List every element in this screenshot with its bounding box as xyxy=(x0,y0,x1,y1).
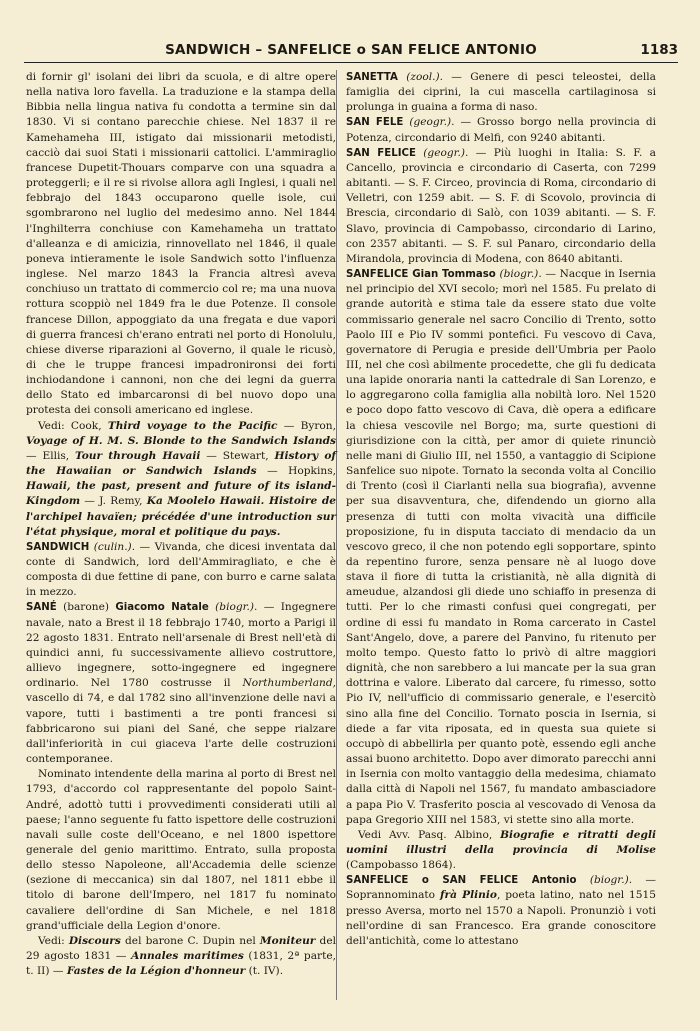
headword: SANFELICE o SAN FELICE Antonio xyxy=(346,875,577,887)
hawaii-history-paragraph: di fornir gl' isolani dei libri da scuola, e di altre opere nella nativa loro favella. La traduzione e la stampa della Bibbia nella lingua nativa fu condotta a termine sin dal 1830. Vi si contano parecchie chiese. Nel 1837 il re Kamehameha III, istigato dai missionarii metodisti, cacciò dai suoi Stati i missionarii cattolici. L'ammiraglio francese Dupetit-Thouars comparve con una squadra a proteggerli; e il re si rivolse allora agli Inglesi, i quali nel febbrajo del 1843 occuparono quelle isole, cui sgombrarono nel luglio del medesimo anno. Nel 1844 l'Inghilterra conchiuse con Kamehameha un trattato d'alleanza e di amicizia, rinnovellato nel 1846, il quale poneva intieramente le isole Sandwich sotto l'influenza inglese. Nel marzo 1843 la Francia altresì aveva conchiuso un trattato di commercio col re; ma una nuova rottura scoppiò nel 1849 fra le due Potenze. Il console francese Dillon, appoggiato da una fregata e due vapori di guerra francesi ch'erano entrati nel porto di Honolulu, chiese diverse riparazioni al Governo, il quale le ricusò, di che le truppe francesi impadronironsi dei forti inchiodandone i cannoni, non che dei legni da guerra dello Stato ed imbarcaronsi di bel nuovo dopo una protesta dei consoli americano ed inglese. xyxy=(26,71,336,417)
headword: SANÉ xyxy=(26,602,57,614)
page-number: 1183 xyxy=(640,42,678,58)
entry-san-felice-geogr: SAN FELICE (geogr.). — Più luoghi in Italia: S. F. a Cancello, provincia e circondario di Caserta, con 7299 abitanti. — S. F. Circeo, provincia di Roma, circondario di Velletri, con 1259 abit. — S. F. di Scovolo, provincia di Brescia, circondario di Salò, con 1039 abitanti. — S. F. Slavo, provincia di Campobasso, circondario di Larino, con 2357 abitanti. — S. F. sul Panaro, circondario della Mirandola, provincia di Modena, con 8640 abitanti. xyxy=(346,146,656,265)
headword: SAN FELICE xyxy=(346,147,416,159)
entry-sanetta: SANETTA (zool.). — Genere di pesci teleostei, della famiglia dei ciprini, la cui mascella cartilaginosa si prolunga in guaina a forma di naso. xyxy=(346,71,656,114)
entry-sanfelice-gian-tommaso: SANFELICE Gian Tommaso (biogr.). — Nacque in Isernia nel principio del XVI secolo; morì nel 1585. Fu prelato di grande autorità e stima tale da essere stato due volte commissario generale nel sacro Concilio di Trento, sotto Paolo III e Pio IV sommi pontefici. Fu vescovo di Cava, governatore di Perugia e preside dell'Umbria per Paolo III, nel che così abilmente procedette, che gli fu dedicata una lapide onoraria nanti la cattedrale di San Lorenzo, e lo aggregarono colla famiglia alla nobiltà loro. Nel 1520 e poco dopo fatto vescovo di Cava, diè opera a edificare la chiesa vescovile nel Borgo; ma, surte questioni di giurisdizione con la città, per amor di quiete rinunciò nelle mani di Giulio III, nel 1550, a vantaggio di Scipione Sanfelice suo nipote. Tornato la seconda volta al Concilio di Trento (così il Ciarlanti nella sua biografia), avvenne per sua disavventura, che, difendendo un giorno alla presenza di tutti con molta vivacità una difficile proposizione, fu in disputa tacciato di mendacio da un vescovo greco, il che non potendo egli sopportare, spinto da repentino furore, senza pensare nè al luogo dove stava il fiore di tutta la cristianità, nè alla dignità di ameudue, alzandosi gli diede uno schiaffo in presenza di tutti. Per lo che rimasti confusi quei congregati, per ordine di essi fu mandato in Roma carcerato in Castel Sant'Angelo, dove, a parere del Panvino, fu ritenuto per molto tempo. Questo fatto lo privò di altre maggiori dignità, che non sarebbero a lui mancate per la sua gran dottrina e valore. Liberato dal carcere, fu rimesso, sotto Pio IV, nell'ufficio di commissario generale, e l'esercitò sino alla fine del Concilio. Tornato poscia in Isernia, si diede a far vita riposata, ed in questa sua quiete si occupò di abbellirla per quanto potè, essendo egli anche assai buono architetto. Dopo aver dimorato parecchi anni in Isernia con molto vantaggio della medesima, chiamato dalla città di Napoli nel 1567, fu mandato ambasciadore a papa Pio V. Trasferito poscia al vescovado di Venosa da papa Gregorio XIII nel 1583, vi stette sino alla morte. xyxy=(346,268,656,826)
hawaii-references: Vedi: Cook, Third voyage to the Pacific — Byron, Voyage of H. M. S. Blonde to the Sandwich Islands — Ellis, Tour through Havaii — Stewart, History of the Hawaiian or Sandwich Islands — Hopkins, Hawaii, the past, present and future of its island-Kingdom — J. Remy, Ka Moolelo Hawaii. Histoire de l'archipel havaïen; précédée d'une introduction sur l'état physique, moral et politique du pays. xyxy=(26,419,336,538)
headword: SAN FELE xyxy=(346,117,404,129)
headword: SANETTA xyxy=(346,72,398,83)
column-divider xyxy=(336,70,337,1000)
entry-sandwich-culin: SANDWICH (culin.). — Vivanda, che dicesi inventata dal conte di Sandwich, lord dell'Ammiragliato, e che è composta di due fettine di pane, con burro e carne salata in mezzo. xyxy=(26,540,337,599)
sanfelice-references: Vedi Avv. Pasq. Albino, Biografie e ritratti degli uomini illustri della provincia di Molise (Campobasso 1864). xyxy=(346,828,656,872)
entry-sane: SANÉ (barone) Giacomo Natale (biogr.). — Ingegnere navale, nato a Brest il 18 febbrajo 1740, morto a Parigi il 22 agosto 1831. Entrato nell'arsenale di Brest nell'età di quindici anni, fu successivamente allievo costruttore, allievo ingegnere, sotto-ingegnere ed ingegnere ordinario. Nel 1780 costrusse il Northumberland, vascello di 74, e dal 1782 sino all'invenzione delle navi a vapore, tutti i bastimenti a tre ponti francesi si fabbricarono sui piani del Sané, che seppe rialzare dall'inferiorità in cui giaceva l'arte delle costruzioni contemporanee. xyxy=(26,601,336,766)
right-column xyxy=(346,70,656,949)
headword: SANDWICH xyxy=(26,541,90,553)
header-title: SANDWICH – SANFELICE o SAN FELICE ANTONIO xyxy=(165,42,537,58)
running-header xyxy=(24,38,678,63)
sane-career-paragraph: Nominato intendente della marina al porto di Brest nel 1793, d'accordo col rappresentante del popolo Saint-André, adottò tutti i provvedimenti considerati utili al paese; l'anno seguente fu fatto ispettore delle costruzioni navali sulle coste dell'Oceano, e nel 1800 ispettore generale del genio marittimo. Entrato, sulla proposta dello stesso Napoleone, all'Accademia delle scienze (sezione di meccanica) sin dal 1807, nel 1811 ebbe il titolo di barone dell'Impero, nel 1817 fu nominato cavaliere dell'ordine di San Michele, e nel 1818 grand'ufficiale della Legion d'onore. xyxy=(26,768,336,932)
entry-san-fele: SAN FELE (geogr.). — Grosso borgo nella provincia di Potenza, circondario di Melfi, con 9240 abitanti. xyxy=(346,116,657,144)
headword: SANFELICE Gian Tommaso xyxy=(346,269,496,281)
entry-sanfelice-antonio: SANFELICE o SAN FELICE Antonio (biogr.). — Soprannominato frà Plinio, poeta latino, nato nel 1515 presso Aversa, morto nel 1570 a Napoli. Pronunziò i voti nell'ordine di san Francesco. Era grande conoscitore dell'antichità, come lo attestano xyxy=(346,874,657,947)
left-column xyxy=(26,70,336,979)
sane-references: Vedi: Discours del barone C. Dupin nel Moniteur del 29 agosto 1831 — Annales maritimes (1831, 2ª parte, t. II) — Fastes de la Légion d'honneur (t. IV). xyxy=(26,934,336,978)
